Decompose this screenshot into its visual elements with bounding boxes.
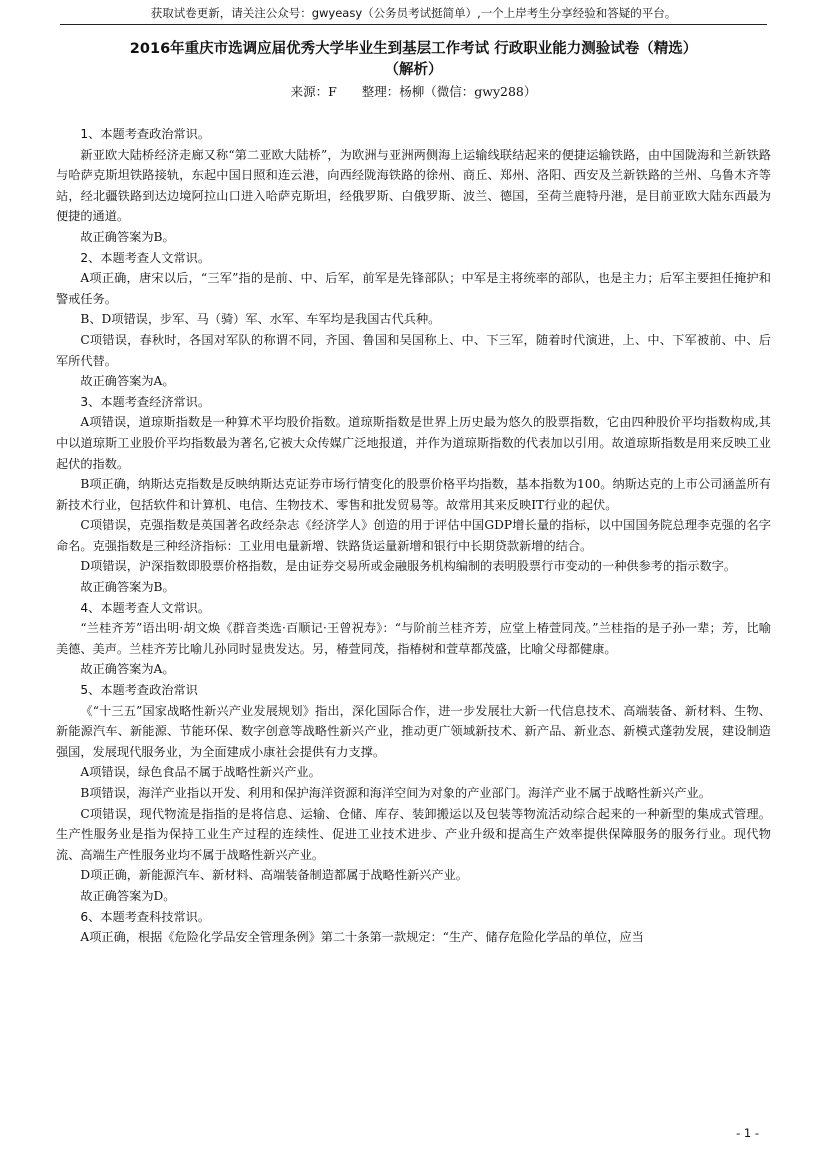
answer-line: 故正确答案为A。	[80, 662, 175, 677]
body-paragraph: A项正确，唐宋以后，“三军”指的是前、中、后军，前军是先锋部队；中军是主将统率的部队，也是主力；后军主要担任掩护和警戒任务。	[56, 271, 771, 306]
source-line: 来源：F 整理：杨柳（微信：gwy288）	[290, 84, 537, 99]
title-block	[56, 38, 771, 102]
question-heading: 4、本题考查人文常识。	[80, 600, 211, 615]
page-number: - 1 -	[736, 1126, 759, 1140]
body-paragraph: B项错误，海洋产业指以开发、利用和保护海洋资源和海洋空间为对象的产业部门。海洋产业不属于战略性新兴产业。	[80, 786, 711, 800]
answer-line: 故正确答案为D。	[80, 888, 176, 903]
question-heading: 2、本题考查人文常识。	[80, 250, 211, 265]
body-paragraph: C项错误，春秋时，各国对军队的称谓不同，齐国、鲁国和吴国称上、中、下三军，随着时代演进，上、中、下军被前、中、后军所代替。	[56, 332, 771, 368]
body-paragraph: D项错误，沪深指数即股票价格指数，是由证券交易所或金融服务机构编制的表明股票行市变动的一种供参考的指示数字。	[80, 559, 737, 574]
body-paragraph: C项错误，克强指数是英国著名政经杂志《经济学人》创造的用于评估中国GDP增长量的指标，以中国国务院总理李克强的名字命名。克强指数是三种经济指标：工业用电量新增、铁路货运量新增和银行中长期贷款新增的结合。	[56, 518, 771, 553]
question-heading: 6、本题考查科技常识。	[80, 909, 211, 924]
answer-line: 故正确答案为B。	[80, 580, 175, 595]
question-heading: 3、本题考查经济常识。	[80, 394, 211, 409]
body-paragraph: B项正确，纳斯达克指数是反映纳斯达克证券市场行情变化的股票价格平均指数，基本指数为100。纳斯达克的上市公司涵盖所有新技术行业，包括软件和计算机、电信、生物技术、零售和批发贸易等。故常用其来反映IT行业的起伏。	[56, 477, 771, 512]
body-paragraph: B、D项错误，步军、马（骑）军、水军、车军均是我国古代兵种。	[80, 312, 441, 327]
header-banner: 获取试卷更新，请关注公众号：gwyeasy（公务员考试挺简单）,一个上岸考生分享经验和答疑的平台。	[60, 2, 767, 25]
body-paragraph: D项正确，新能源汽车、新材料、高端装备制造都属于战略性新兴产业。	[80, 868, 468, 883]
document-title: 2016年重庆市选调应届优秀大学毕业生到基层工作考试 行政职业能力测验试卷（精选）	[129, 41, 698, 57]
body-paragraph: A项正确，根据《危险化学品安全管理条例》第二十条第一款规定：“生产、储存危险化学品的单位，应当	[80, 930, 644, 945]
document-subtitle: （解析）	[384, 62, 443, 78]
question-heading: 1、本题考查政治常识。	[80, 127, 211, 141]
body-paragraph: “兰桂齐芳”语出明·胡文焕《群音类选·百顺记·王曾祝寿》：“与阶前兰桂齐芳，应堂上椿萱同茂。”兰桂指的是子孙一辈；芳，比喻美德、美声。兰桂齐芳比喻儿孙同时显贵发达。另，椿萱同茂，指椿树和萱草都茂盛，比喻父母都健康。	[56, 621, 771, 656]
body-paragraph: 新亚欧大陆桥经济走廊又称“第二亚欧大陆桥”，为欧洲与亚洲两侧海上运输线联结起来的便捷运输铁路，由中国陇海和兰新铁路与哈萨克斯坦铁路接轨，东起中国日照和连云港，向西经陇海铁路的徐州、商丘、郑州、洛阳、西安及兰新铁路的兰州、乌鲁木齐等站，经北疆铁路到达边境阿拉山口进入哈萨克斯坦，经俄罗斯、白俄罗斯、波兰、德国，至荷兰鹿特丹港，是目前亚欧大陆东西最为便捷的通道。	[56, 147, 771, 224]
question-heading: 5、本题考查政治常识	[80, 683, 198, 698]
body-paragraph: A项错误，绿色食品不属于战略性新兴产业。	[80, 765, 321, 780]
body-paragraph: A项错误，道琼斯指数是一种算术平均股价指数。道琼斯指数是世界上历史最为悠久的股票指数，它由四种股价平均指数构成,其中以道琼斯工业股价平均指数最为著名,它被大众传媒广泛地报道，并作为道琼斯指数的代表加以引用。故道琼斯指数是用来反映工业起伏的指数。	[56, 415, 771, 471]
body-paragraph: 《“十三五”国家战略性新兴产业发展规划》指出，深化国际合作，进一步发展壮大新一代信息技术、高端装备、新材料、生物、新能源汽车、新能源、节能环保、数字创意等战略性新兴产业，推动更广领域新技术、新产品、新业态、新模式蓬勃发展，建设制造强国，发展现代服务业，为全面建成小康社会提供有力支撑。	[56, 703, 771, 759]
body-content	[56, 124, 771, 948]
answer-line: 故正确答案为B。	[80, 229, 175, 244]
answer-line: 故正确答案为A。	[80, 374, 175, 389]
body-paragraph: C项错误，现代物流是指指的是将信息、运输、仓储、库存、装卸搬运以及包装等物流活动综合起来的一种新型的集成式管理。生产性服务业是指为保持工业生产过程的连续性、促进工业技术进步、产业升级和提高生产效率提供保障服务的服务行业。现代物流、高端生产性服务业均不属于战略性新兴产业。	[56, 806, 771, 862]
